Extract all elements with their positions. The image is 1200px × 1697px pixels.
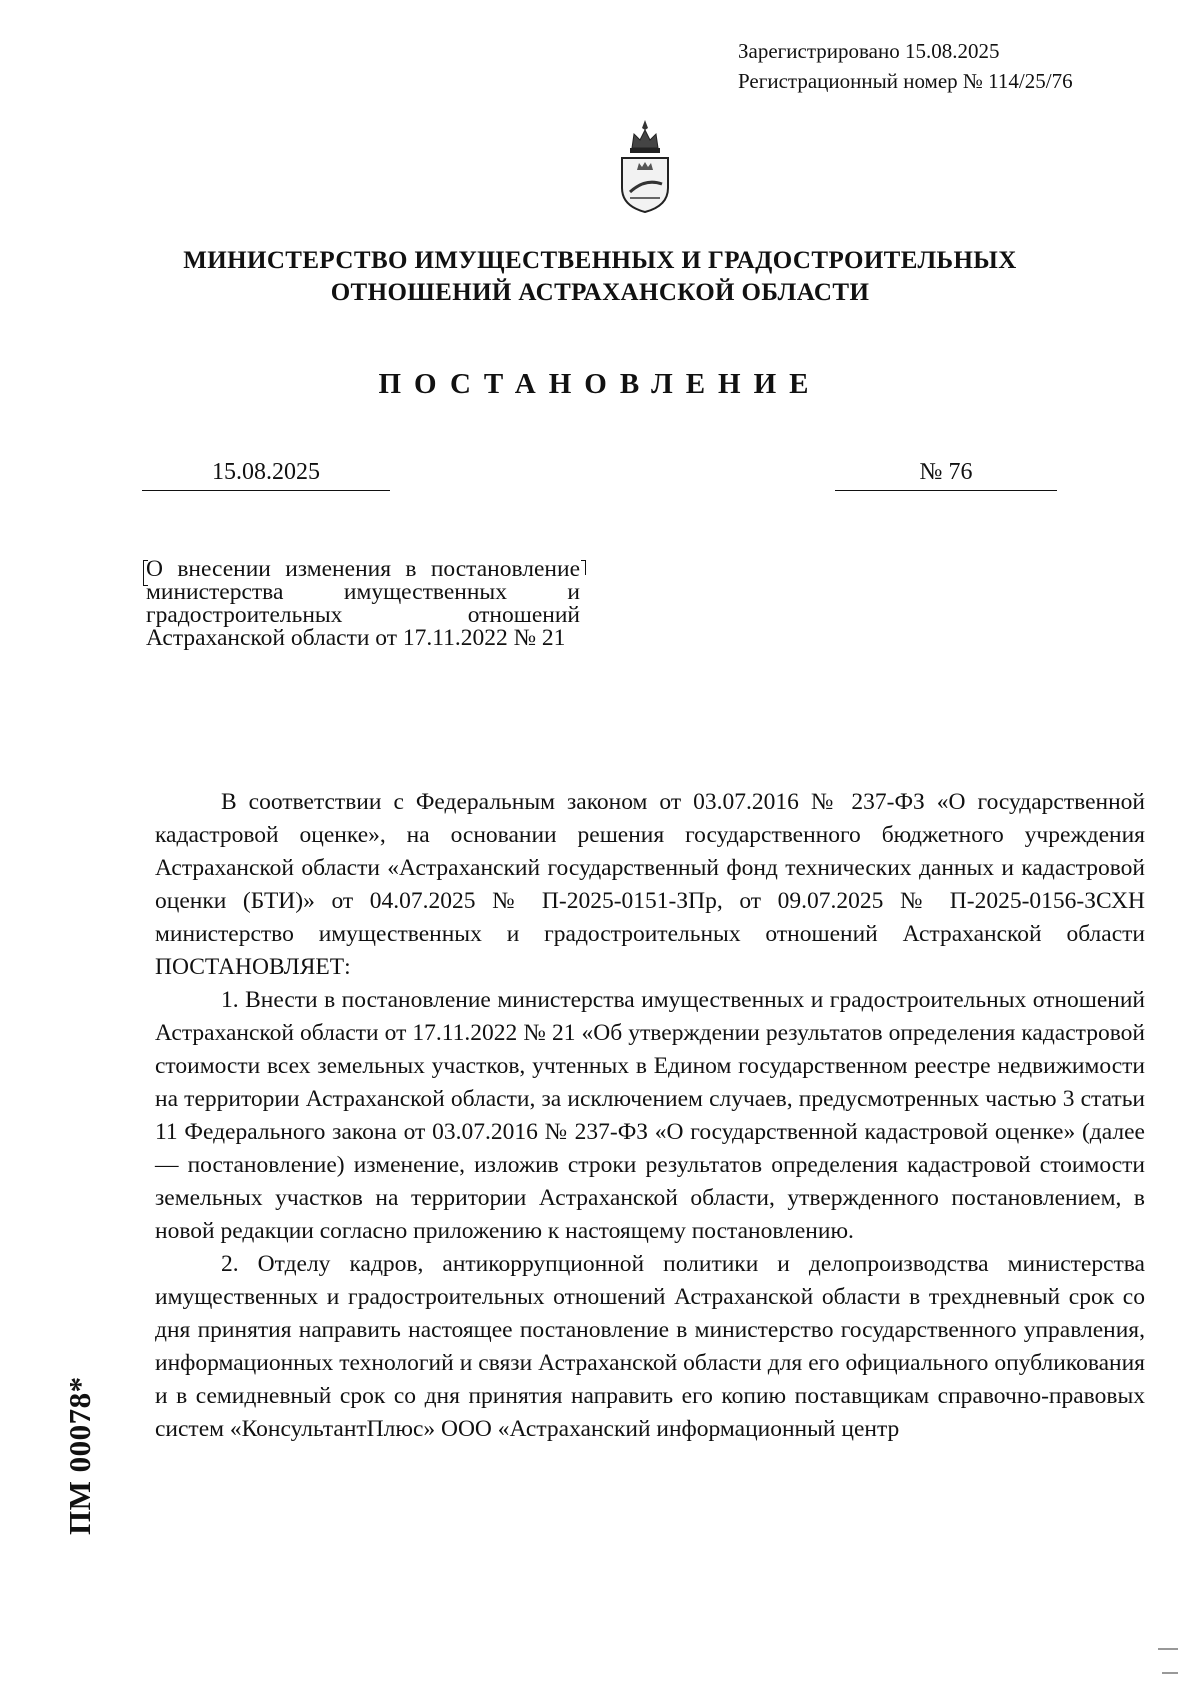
ministry-name [100, 245, 1100, 309]
registration-number: Регистрационный номер № 114/25/76 [738, 69, 1073, 93]
preamble-paragraph: В соответствии с Федеральным законом от 03.07.2016 № 237-ФЗ «О государственной кадастровой оценке», на основании решения государственного бюджетного учреждения Астраханской области «Астраханский государственный фонд технических данных и кадастровой оценки (БТИ)» от 04.07.2025 № П-2025-0151-ЗПр, от 09.07.2025 № П-2025-0156-ЗСХН министерство имущественных и градостроительных отношений Астраханской области ПОСТАНОВЛЯЕТ: [155, 789, 1145, 980]
registration-date: Зарегистрировано 15.08.2025 [738, 39, 1000, 63]
decree-body [155, 786, 1145, 1446]
coat-of-arms-icon [610, 118, 680, 214]
registration-stamp [738, 36, 1073, 96]
scan-marks-icon [1154, 1643, 1182, 1683]
decree-subject: О внесении изменения в постановление министерства имущественных и градостроительных отношений Астраханской области от 17.11.2022 № 21 [146, 556, 580, 651]
side-stamp: ПМ 00078* [62, 1376, 97, 1535]
ministry-name-line2: ОТНОШЕНИЙ АСТРАХАНСКОЙ ОБЛАСТИ [330, 279, 870, 306]
document-type: ПОСТАНОВЛЕНИЕ [378, 368, 822, 400]
item-2-paragraph: 2. Отделу кадров, антикоррупционной политики и делопроизводства министерства имущественных и градостроительных отношений Астраханской области в трехдневный срок со дня принятия направить настоящее постановление в министерство государственного управления, информационных технологий и связи Астраханской области для его официального опубликования и в семидневный срок со дня принятия направить его копию поставщикам справочно-правовых систем «КонсультантПлюс» ООО «Астраханский информационный центр [155, 1251, 1145, 1442]
decree-date: 15.08.2025 [142, 459, 390, 491]
item-1-paragraph: 1. Внести в постановление министерства имущественных и градостроительных отношений Астраханской области от 17.11.2022 № 21 «Об утверждении результатов определения кадастровой стоимости всех земельных участков, учтенных в Едином государственном реестре недвижимости на территории Астраханской области, за исключением случаев, предусмотренных частью 3 статьи 11 Федерального закона от 03.07.2016 № 237-ФЗ «О государственной кадастровой оценке» (далее — постановление) изменение, изложив строки результатов определения кадастровой стоимости земельных участков на территории Астраханской области, утвержденного постановлением, в новой редакции согласно приложению к настоящему постановлению. [155, 987, 1145, 1244]
ministry-name-line1: МИНИСТЕРСТВО ИМУЩЕСТВЕННЫХ И ГРАДОСТРОИТЕЛЬНЫХ [183, 247, 1017, 274]
decree-number: № 76 [835, 459, 1057, 491]
